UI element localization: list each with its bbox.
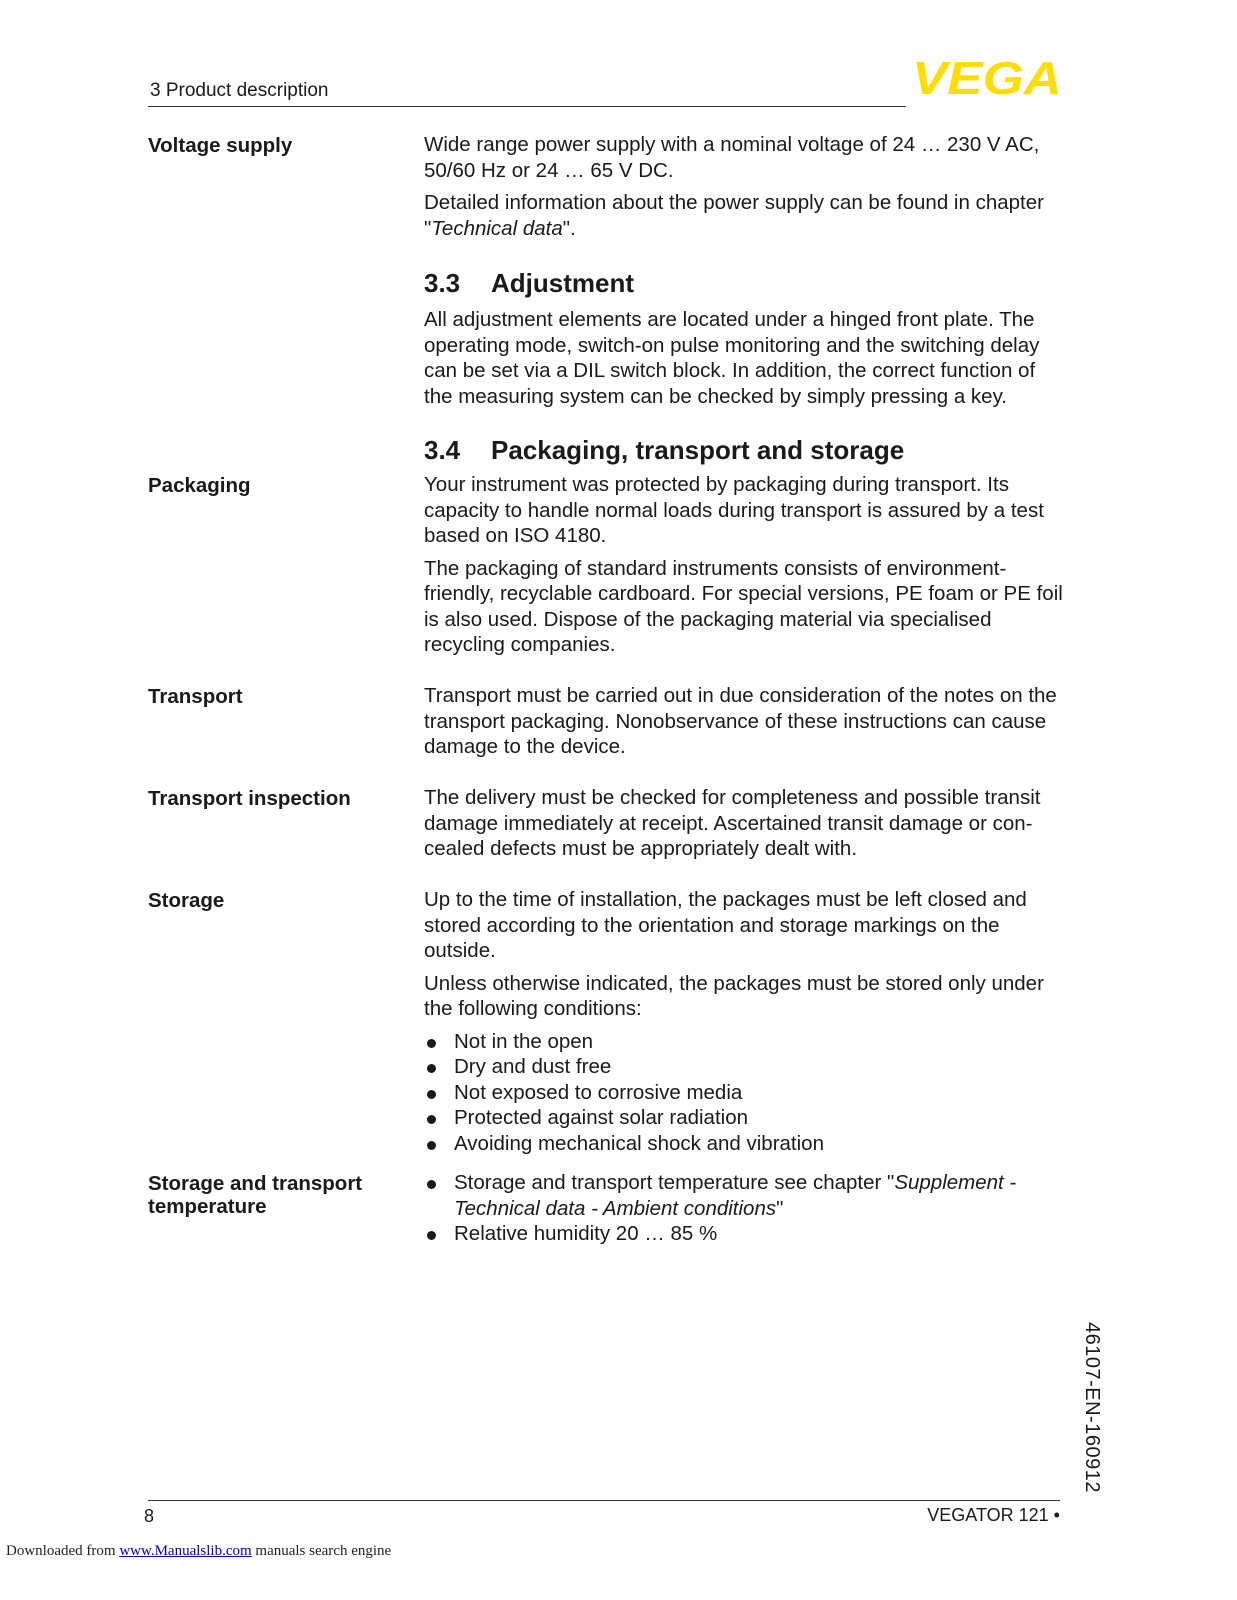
document-code: 46107-EN-160912 [1081,1322,1103,1493]
storage-body [424,887,1069,1156]
list-item: Dry and dust free [424,1054,1069,1080]
storage-text-2: Unless otherwise indicated, the packages must be stored only under the following conditions: [424,971,1044,1020]
packaging-body [424,472,1069,658]
footer-divider [148,1500,1060,1501]
power-supply-reference: Detailed information about the power supply can be found in chapter "Technical data". [424,191,1044,240]
section-heading-packaging [424,435,904,466]
product-name: VEGATOR 121 • [927,1505,1060,1525]
technical-data-link-text: Technical data [431,216,563,240]
transport-inspection-text: The delivery must be checked for completeness and possible transit damage immediately at receipt. Ascertained transit damage or con-cealed defects must be appropriately dealt with. [424,786,1041,860]
header-divider [148,106,906,107]
list-item: Avoiding mechanical shock and vibration [424,1131,1069,1157]
adjustment-text: All adjustment elements are located under a hinged front plate. The operating mode, switch-on pulse monitoring and the switching delay can be set via a DIL switch block. In addition, the correct function of the measuring system can be checked by simply pressing a key. [424,308,1040,408]
transport-label: Transport [148,685,243,708]
transport-body [424,683,1069,760]
running-header: 3 Product description [150,80,329,101]
storage-conditions-list [424,1029,1069,1157]
section-title: Packaging, transport and storage [491,435,905,465]
storage-temperature-body [424,1170,1069,1247]
manualslib-link[interactable]: www.Manualslib.com [119,1543,252,1559]
logo-text: VEGA [912,56,1062,100]
download-note: Downloaded from www.Manualslib.com manuals search engine [6,1543,392,1559]
page-number: 8 [144,1506,155,1526]
packaging-label: Packaging [148,474,251,497]
storage-temperature-list [424,1170,1069,1247]
storage-text-1: Up to the time of installation, the packages must be left closed and stored according to the orientation and storage markings on the outside. [424,888,1027,962]
section-title: Adjustment [491,268,634,298]
section-number: 3.4 [424,435,461,465]
list-item: Relative humidity 20 … 85 % [424,1221,1069,1247]
voltage-supply-label: Voltage supply [148,134,293,157]
transport-text: Transport must be carried out in due consideration of the notes on the transport packaging. Nonobservance of these instructions can cause damage to the device. [424,684,1057,758]
adjustment-body [424,307,1069,409]
voltage-supply-body [424,132,1069,241]
transport-inspection-body [424,785,1069,862]
section-number: 3.3 [424,268,461,298]
list-item: Not in the open [424,1029,1069,1055]
voltage-supply-text: Wide range power supply with a nominal voltage of 24 … 230 V AC, 50/60 Hz or 24 … 65 V DC. [424,133,1040,182]
list-item: Not exposed to corrosive media [424,1080,1069,1106]
packaging-text-1: Your instrument was protected by packaging during transport. Its capacity to handle normal loads during transport is assured by a test based on ISO 4180. [424,473,1044,547]
packaging-text-2: The packaging of standard instruments consists of environment-friendly, recyclable cardboard. For special versions, PE foam or PE foil is also used. Dispose of the packaging material via specialised recycling companies. [424,556,1063,656]
section-heading-adjustment [424,268,634,299]
vega-logo [912,56,1064,100]
storage-label: Storage [148,889,225,912]
supplement-reference: Supplement - Technical data - Ambient conditions [454,1171,1017,1220]
list-item: Protected against solar radiation [424,1105,1069,1131]
list-item: Storage and transport temperature see chapter "Supplement - Technical data - Ambient conditions" [424,1170,1069,1221]
transport-inspection-label: Transport inspection [148,787,351,810]
storage-temperature-label: Storage and transport temperature [148,1172,363,1218]
